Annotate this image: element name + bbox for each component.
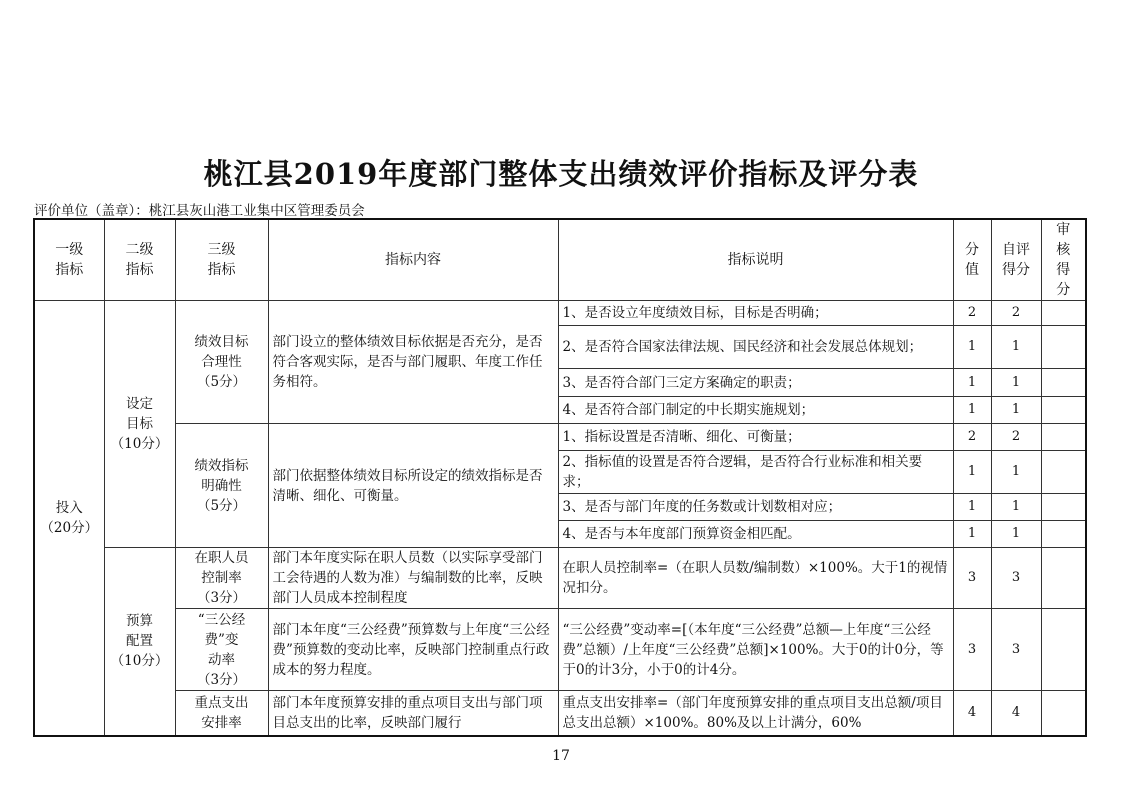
audit-score <box>1041 494 1086 521</box>
score-value: 3 <box>953 548 991 609</box>
score-value: 1 <box>953 397 991 424</box>
level3-indicator: 绩效指标 明确性 （5分） <box>175 424 268 548</box>
level2-indicator: 预算 配置 （10分） <box>104 548 175 736</box>
indicator-description: 4、是否符合部门制定的中长期实施规划； <box>558 397 953 424</box>
header-score: 分 值 <box>953 219 991 301</box>
indicator-description: 重点支出安排率=（部门年度预算安排的重点项目支出总额/项目总支出总额）×100%。80%及以上计满分，60% <box>558 691 953 736</box>
indicator-description: 4、是否与本年度部门预算资金相匹配。 <box>558 521 953 548</box>
audit-score <box>1041 424 1086 451</box>
header-content: 指标内容 <box>268 219 558 301</box>
table-row <box>34 609 1086 691</box>
self-score: 1 <box>991 451 1041 494</box>
audit-score <box>1041 521 1086 548</box>
indicator-description: 3、是否与部门年度的任务数或计划数相对应； <box>558 494 953 521</box>
document-title: 桃江县2019年度部门整体支出绩效评价指标及评分表 <box>203 157 919 191</box>
self-score: 4 <box>991 691 1041 736</box>
page-number: 17 <box>552 748 570 764</box>
audit-score <box>1041 451 1086 494</box>
indicator-description: 2、是否符合国家法律法规、国民经济和社会发展总体规划； <box>558 326 953 369</box>
indicator-content: 部门依据整体绩效目标所设定的绩效指标是否清晰、细化、可衡量。 <box>268 424 558 548</box>
self-score: 1 <box>991 494 1041 521</box>
indicator-description: 在职人员控制率=（在职人员数/编制数）×100%。大于1的视情况扣分。 <box>558 548 953 609</box>
indicator-description: 1、是否设立年度绩效目标，目标是否明确； <box>558 301 953 326</box>
header-audit-score: 审 核 得 分 <box>1041 219 1086 301</box>
self-score: 3 <box>991 548 1041 609</box>
self-score: 2 <box>991 424 1041 451</box>
table-row <box>34 548 1086 609</box>
indicator-content: 部门本年度实际在职人员数（以实际享受部门工会待遇的人数为准）与编制数的比率，反映部门人员成本控制程度 <box>268 548 558 609</box>
header-level3: 三级 指标 <box>175 219 268 301</box>
table-row <box>34 691 1086 736</box>
indicator-content: 部门设立的整体绩效目标依据是否充分，是否符合客观实际，是否与部门履职、年度工作任务相符。 <box>268 301 558 424</box>
score-value: 2 <box>953 424 991 451</box>
header-self-score: 自评 得分 <box>991 219 1041 301</box>
table-row <box>34 424 1086 451</box>
score-value: 2 <box>953 301 991 326</box>
indicator-description: 2、指标值的设置是否符合逻辑，是否符合行业标准和相关要求； <box>558 451 953 494</box>
self-score: 2 <box>991 301 1041 326</box>
self-score: 1 <box>991 369 1041 397</box>
level3-indicator: 绩效目标 合理性 （5分） <box>175 301 268 424</box>
header-row <box>34 219 1086 301</box>
audit-score <box>1041 301 1086 326</box>
header-description: 指标说明 <box>558 219 953 301</box>
level3-indicator: 重点支出 安排率 <box>175 691 268 736</box>
score-value: 1 <box>953 326 991 369</box>
score-value: 1 <box>953 521 991 548</box>
self-score: 1 <box>991 326 1041 369</box>
score-value: 3 <box>953 609 991 691</box>
indicator-description: 1、指标设置是否清晰、细化、可衡量； <box>558 424 953 451</box>
score-value: 4 <box>953 691 991 736</box>
level3-indicator: 在职人员 控制率 （3分） <box>175 548 268 609</box>
audit-score <box>1041 326 1086 369</box>
self-score: 1 <box>991 397 1041 424</box>
evaluation-unit: 评价单位（盖章）：桃江县灰山港工业集中区管理委员会 <box>34 203 365 219</box>
score-value: 1 <box>953 451 991 494</box>
level2-indicator: 设定 目标 （10分） <box>104 301 175 548</box>
indicator-description: 3、是否符合部门三定方案确定的职责； <box>558 369 953 397</box>
audit-score <box>1041 369 1086 397</box>
score-value: 1 <box>953 494 991 521</box>
audit-score <box>1041 609 1086 691</box>
audit-score <box>1041 397 1086 424</box>
audit-score <box>1041 691 1086 736</box>
table-row <box>34 301 1086 326</box>
self-score: 1 <box>991 521 1041 548</box>
self-score: 3 <box>991 609 1041 691</box>
indicator-content: 部门本年度预算安排的重点项目支出与部门项目总支出的比率，反映部门履行 <box>268 691 558 736</box>
level1-indicator: 投入 （20分） <box>34 301 104 736</box>
indicator-description: “三公经费”变动率=[（本年度“三公经费”总额—上年度“三公经费”总额）/上年度“三公经费”总额]×100%。大于0的计0分，等于0的计3分，小于0的计4分。 <box>558 609 953 691</box>
level3-indicator: “三公经 费”变 动率 （3分） <box>175 609 268 691</box>
audit-score <box>1041 548 1086 609</box>
indicator-content: 部门本年度“三公经费”预算数与上年度“三公经费”预算数的变动比率，反映部门控制重点行政成本的努力程度。 <box>268 609 558 691</box>
score-value: 1 <box>953 369 991 397</box>
header-level1: 一级 指标 <box>34 219 104 301</box>
score-table <box>33 218 1087 737</box>
header-level2: 二级 指标 <box>104 219 175 301</box>
